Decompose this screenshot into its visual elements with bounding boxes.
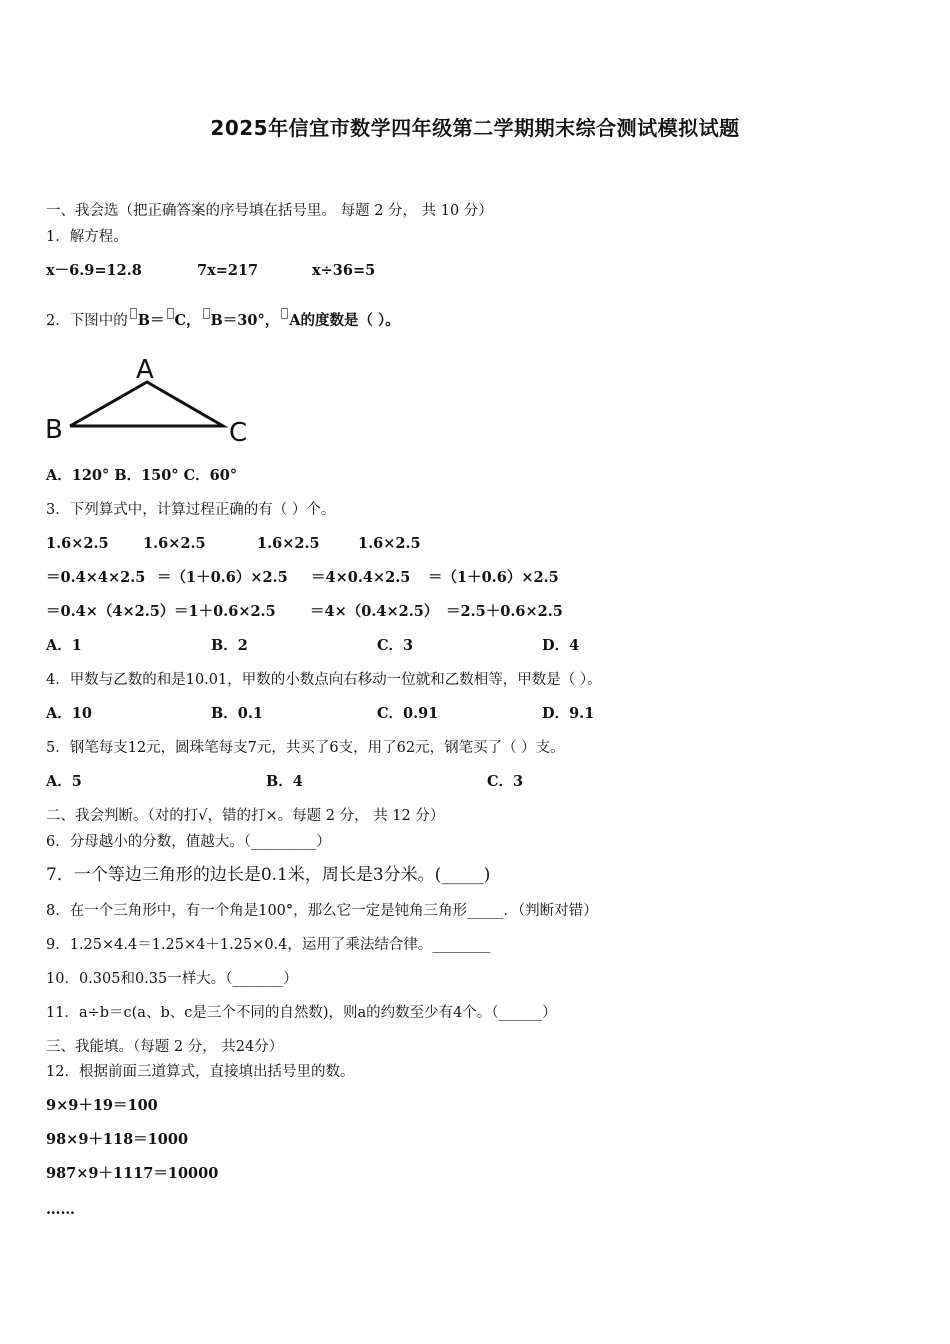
angle-symbol-icon <box>167 308 174 319</box>
q3-row1-cell: 1.6×2.5 <box>257 535 320 552</box>
q1-equation-3: x÷36=5 <box>312 262 376 279</box>
q12-line: 9×9＋19＝100 <box>46 1097 158 1114</box>
q3-row2-cell: ＝（1＋0.6）×2.5 <box>157 569 288 586</box>
q3-row1-cell: 1.6×2.5 <box>143 535 206 552</box>
q12-stem: 12．根据前面三道算式，直接填出括号里的数。 <box>46 1064 355 1080</box>
q3-row1-cell: 1.6×2.5 <box>46 535 109 552</box>
q3-option-b: B．2 <box>211 637 248 654</box>
q3-row2-cell: ＝（1＋0.6）×2.5 <box>428 569 559 586</box>
q7-text: 7．一个等边三角形的边长是0.1米，周长是3分米。(_____) <box>46 865 491 885</box>
section2-header: 二、我会判断。（对的打√，错的打×。每题 2 分， 共 12 分） <box>46 808 445 824</box>
q3-stem: 3．下列算式中，计算过程正确的有（ ）个。 <box>46 502 336 518</box>
q2-part2: C， <box>174 312 201 329</box>
q3-row2-cell: ＝4×0.4×2.5 <box>311 569 411 586</box>
q5-option-b: B．4 <box>266 773 303 790</box>
q3-row3-cell: ＝4×（0.4×2.5） <box>310 603 439 620</box>
q4-option-b: B．0.1 <box>211 705 263 722</box>
q3-option-d: D．4 <box>542 637 580 654</box>
q4-option-a: A．10 <box>46 705 92 722</box>
q3-row2-cell: ＝0.4×4×2.5 <box>46 569 146 586</box>
q1-stem: 1．解方程。 <box>46 229 128 245</box>
q12-ellipsis: …… <box>46 1201 75 1218</box>
q4-option-c: C．0.91 <box>377 705 439 722</box>
vertex-label-c: C <box>229 418 248 448</box>
q2-part1: B＝ <box>137 312 165 329</box>
q3-row3-cell: ＝0.4×（4×2.5） <box>46 603 175 620</box>
q2-options: A．120° B．150° C．60° <box>46 467 238 484</box>
q8-text: 8．在一个三角形中，有一个角是100°，那么它一定是钝角三角形_____．（判断对错） <box>46 903 598 919</box>
q1-equation-2: 7x=217 <box>197 262 259 279</box>
q1-equation-1: x－6.9=12.8 <box>46 262 142 279</box>
q4-stem: 4．甲数与乙数的和是10.01，甲数的小数点向右移动一位就和乙数相等，甲数是（ ）。 <box>46 672 602 688</box>
triangle-shape <box>70 382 223 426</box>
q3-option-a: A．1 <box>46 637 82 654</box>
q4-option-d: D．9.1 <box>542 705 595 722</box>
triangle-figure <box>40 348 260 448</box>
vertex-label-a: A <box>136 355 154 385</box>
q3-option-c: C．3 <box>377 637 414 654</box>
q12-line: 987×9＋1117＝10000 <box>46 1165 219 1182</box>
vertex-label-b: B <box>45 415 63 445</box>
q9-text: 9．1.25×4.4＝1.25×4＋1.25×0.4，运用了乘法结合律。________ <box>46 937 491 953</box>
q5-option-c: C．3 <box>487 773 524 790</box>
q2-part3: B＝30°， <box>210 312 280 329</box>
section3-header: 三、我能填。（每题 2 分， 共24分） <box>46 1039 284 1055</box>
q3-row3-cell: ＝1＋0.6×2.5 <box>174 603 276 620</box>
q6-text: 6．分母越小的分数，值越大。（_________） <box>46 834 331 850</box>
q11-text: 11．a÷b＝c(a、b、c是三个不同的自然数)，则a的约数至少有4个。（______） <box>46 1005 557 1021</box>
angle-symbol-icon <box>281 308 288 319</box>
q10-text: 10．0.305和0.35一样大。（_______） <box>46 971 298 987</box>
q5-stem: 5．钢笔每支12元，圆珠笔每支7元，共买了6支，用了62元，钢笔买了（ ）支。 <box>46 740 565 756</box>
q2-part4: A的度数是（ ）。 <box>289 312 400 329</box>
section1-header: 一、我会选（把正确答案的序号填在括号里。 每题 2 分， 共 10 分） <box>46 203 493 219</box>
q3-row1-cell: 1.6×2.5 <box>358 535 421 552</box>
q3-row3-cell: ＝2.5＋0.6×2.5 <box>446 603 563 620</box>
angle-symbol-icon <box>130 308 137 319</box>
angle-symbol-icon <box>203 308 210 319</box>
q12-line: 98×9＋118＝1000 <box>46 1131 189 1148</box>
q5-option-a: A．5 <box>46 773 82 790</box>
page-title: 2025年信宜市数学四年级第二学期期末综合测试模拟试题 <box>210 116 740 140</box>
q2-prefix: 2．下图中的 <box>46 313 128 329</box>
q2-stem <box>46 308 400 331</box>
